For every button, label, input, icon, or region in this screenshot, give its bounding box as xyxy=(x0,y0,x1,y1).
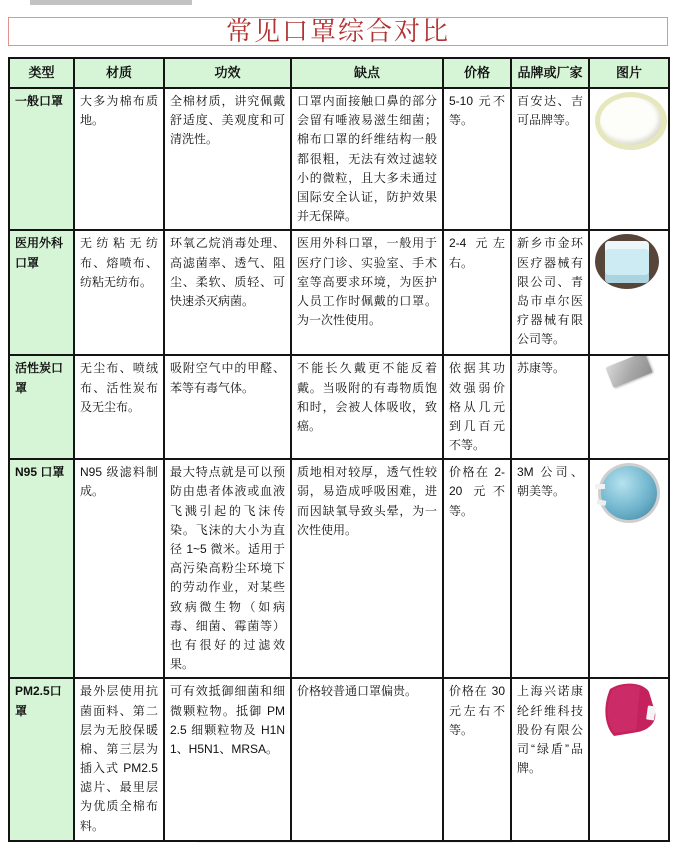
cell-type: 医用外科口罩 xyxy=(9,230,74,355)
cell-brand: 新乡市金环医疗器械有限公司、青岛市卓尔医疗器械有限公司等。 xyxy=(511,230,589,355)
cell-material: 无尘布、喷绒布、活性炭布及无尘布。 xyxy=(74,355,164,459)
column-header-material: 材质 xyxy=(74,58,164,88)
column-header-price: 价格 xyxy=(443,58,511,88)
table-row-general-mask xyxy=(9,88,669,230)
cell-drawback: 医用外科口罩，一般用于医疗门诊、实验室、手术室等高要求环境，为医护人员工作时佩戴的口罩。为一次性使用。 xyxy=(291,230,443,355)
cell-effect: 吸附空气中的甲醛、苯等有毒气体。 xyxy=(164,355,291,459)
cell-effect: 可有效抵御细菌和细微颗粒物。抵御 PM2.5 细颗粒物及 H1N1、H5N1、MRSA。 xyxy=(164,678,291,841)
cell-drawback: 质地相对较厚，透气性较弱，易造成呼吸困难，进而因缺氧导致头晕，为一次性使用。 xyxy=(291,459,443,678)
cell-drawback: 口罩内面接触口鼻的部分会留有唾液易滋生细菌；棉布口罩的纤维结构一般都很粗，无法有效过滤较小的微粒，且大多未通过国际安全认证，防护效果并无保障。 xyxy=(291,88,443,230)
table-row-carbon-mask xyxy=(9,355,669,459)
cell-price: 5-10 元不等。 xyxy=(443,88,511,230)
surgical-mask-fold xyxy=(605,241,649,283)
cell-effect: 最大特点就是可以预防由患者体液或血液飞溅引起的飞沫传染。飞沫的大小为直径 1~5 微米。适用于高污染高粉尘环境下的劳动作业，对某些致病微生物（如病毒、细菌、霉菌等）也有很好的过滤效果。 xyxy=(164,459,291,678)
cell-drawback: 价格较普通口罩偏贵。 xyxy=(291,678,443,841)
cell-type: 一般口罩 xyxy=(9,88,74,230)
column-header-image: 图片 xyxy=(589,58,669,88)
column-header-effect: 功效 xyxy=(164,58,291,88)
table-row-n95-mask xyxy=(9,459,669,678)
cell-image xyxy=(589,459,669,678)
cell-image xyxy=(589,678,669,841)
cell-material: 大多为棉布质地。 xyxy=(74,88,164,230)
table-row-pm25-mask xyxy=(9,678,669,841)
cell-brand: 苏康等。 xyxy=(511,355,589,459)
pm25-mask-shape xyxy=(598,682,660,738)
cell-price: 价格在 30 元左右不等。 xyxy=(443,678,511,841)
cell-price: 价格在 2-20 元不等。 xyxy=(443,459,511,678)
cell-image xyxy=(589,88,669,230)
table-header-row xyxy=(9,58,669,88)
column-header-type: 类型 xyxy=(9,58,74,88)
cell-effect: 全棉材质，讲究佩戴舒适度、美观度和可清洗性。 xyxy=(164,88,291,230)
cell-drawback: 不能长久戴更不能反着戴。当吸附的有毒物质饱和时，会被人体吸收，致癌。 xyxy=(291,355,443,459)
cell-brand: 百安达、吉可品牌等。 xyxy=(511,88,589,230)
cell-brand: 3M 公司、朝美等。 xyxy=(511,459,589,678)
cell-image xyxy=(589,230,669,355)
pink-pm25-mask-photo xyxy=(598,682,660,738)
blue-n95-cup-mask-photo xyxy=(598,463,660,523)
cell-price: 2-4 元左右。 xyxy=(443,230,511,355)
cell-type: 活性炭口罩 xyxy=(9,355,74,459)
page-title: 常见口罩综合对比 xyxy=(225,16,450,46)
column-header-drawback: 缺点 xyxy=(291,58,443,88)
cell-material: 无纺粘无纺布、熔喷布、纺粘无纺布。 xyxy=(74,230,164,355)
blue-surgical-mask-photo xyxy=(595,234,659,289)
title-box xyxy=(8,17,668,46)
cell-type: PM2.5口罩 xyxy=(9,678,74,841)
cell-material: 最外层使用抗菌面料、第二层为无胶保暖棉、第三层为插入式 PM2.5 滤片、最里层为优质全棉布料。 xyxy=(74,678,164,841)
cell-effect: 环氧乙烷消毒处理、高滤菌率、透气、阻尘、柔软、质轻、可快速杀灭病菌。 xyxy=(164,230,291,355)
cell-price: 依据其功效强弱价格从几元到几百元不等。 xyxy=(443,355,511,459)
table-row-surgical-mask xyxy=(9,230,669,355)
mask-comparison-table xyxy=(8,57,670,842)
white-cotton-mask-photo xyxy=(595,92,667,150)
cell-image xyxy=(589,355,669,459)
gray-carbon-mask-photo xyxy=(605,355,652,388)
cell-brand: 上海兴诺康纶纤维科技股份有限公司“绿盾”品牌。 xyxy=(511,678,589,841)
cell-material: N95 级滤料制成。 xyxy=(74,459,164,678)
scan-artifact-top xyxy=(30,0,192,5)
cell-type: N95 口罩 xyxy=(9,459,74,678)
column-header-brand: 品牌或厂家 xyxy=(511,58,589,88)
